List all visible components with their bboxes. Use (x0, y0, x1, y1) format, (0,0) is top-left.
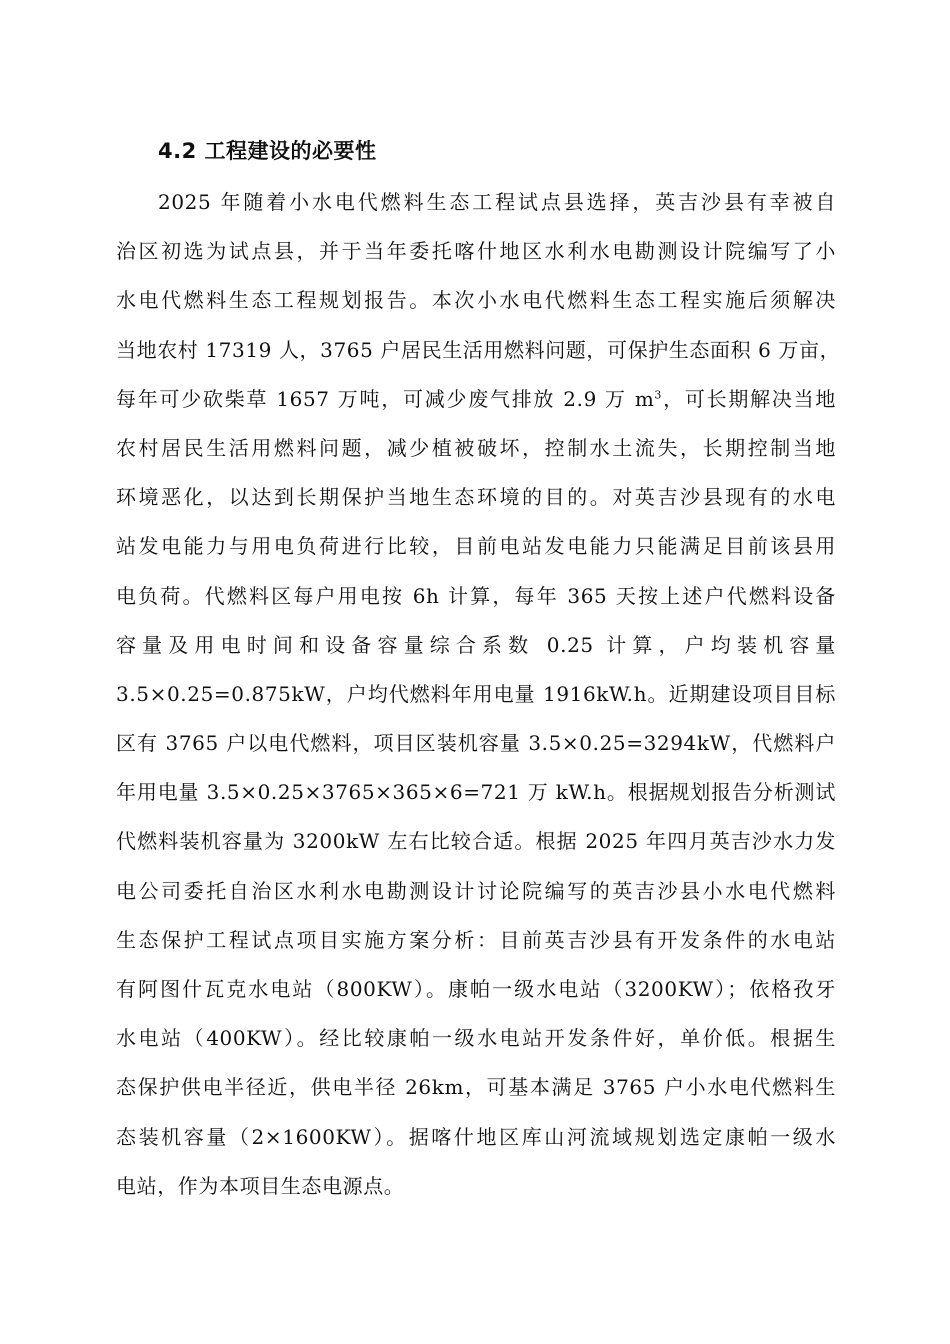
cubic-superscript: 3 (654, 388, 663, 402)
paragraph-line: 农村居民生活用燃料问题，减少植被破坏，控制水土流失，长期控制当地 (116, 435, 836, 460)
paragraph-line: 生态保护工程试点项目实施方案分析：目前英吉沙县有开发条件的水电站 (116, 927, 836, 952)
paragraph-line: 电负荷。代燃料区每户用电按 6h 计算，每年 365 天按上述户代燃料设备 (116, 583, 836, 608)
paragraph-line: 代燃料装机容量为 3200kW 左右比较合适。根据 2025 年四月英吉沙水力发 (116, 829, 836, 854)
paragraph-line: 态保护供电半径近，供电半径 26km，可基本满足 3765 户小水电代燃料生 (116, 1075, 836, 1100)
paragraph-line: 环境恶化，以达到长期保护当地生态环境的目的。对英吉沙县现有的水电 (116, 485, 836, 510)
paragraph-line-tail: ，可长期解决当地 (662, 386, 836, 411)
paragraph-line-head: 每年可少砍柴草 1657 万吨，可减少废气排放 2.9 万 m (116, 386, 655, 411)
paragraph-line: 站发电能力与用电负荷进行比较，目前电站发电能力只能满足目前该县用 (116, 534, 836, 559)
paragraph-line: 3.5×0.25=0.875kW，户均代燃料年用电量 1916kW.h。近期建设项目目标 (116, 681, 836, 706)
paragraph-line: 年用电量 3.5×0.25×3765×365×6=721 万 kW.h。根据规划报告分析测试 (116, 780, 836, 805)
paragraph-line: 水电站（400KW）。经比较康帕一级水电站开发条件好，单价低。根据生 (116, 1026, 836, 1051)
paragraph-line: 容量及用电时间和设备容量综合系数 0.25 计算，户均装机容量 (116, 632, 836, 657)
paragraph-line: 区有 3765 户以电代燃料，项目区装机容量 3.5×0.25=3294kW，代燃料户 (116, 731, 836, 756)
paragraph-line: 治区初选为试点县，并于当年委托喀什地区水利水电勘测设计院编写了小 (116, 239, 836, 264)
paragraph-line: 水电代燃料生态工程规划报告。本次小水电代燃料生态工程实施后须解决 (116, 288, 836, 313)
paragraph-line: 2025 年随着小水电代燃料生态工程试点县选择，英吉沙县有幸被自 (158, 190, 836, 214)
paragraph-line: 态装机容量（2×1600KW）。据喀什地区库山河流域规划选定康帕一级水 (116, 1124, 836, 1149)
section-heading: 4.2 工程建设的必要性 (158, 139, 377, 163)
paragraph-line-with-superscript (116, 375, 836, 424)
paragraph-line-last: 电站，作为本项目生态电源点。 (116, 1173, 405, 1198)
paragraph-line: 电公司委托自治区水利水电勘测设计讨论院编写的英吉沙县小水电代燃料 (116, 878, 836, 903)
paragraph-line: 有阿图什瓦克水电站（800KW）。康帕一级水电站（3200KW）；依格孜牙 (116, 977, 836, 1001)
paragraph-line: 当地农村 17319 人，3765 户居民生活用燃料问题，可保护生态面积 6 万亩， (116, 337, 841, 362)
body-paragraph (116, 178, 841, 1211)
